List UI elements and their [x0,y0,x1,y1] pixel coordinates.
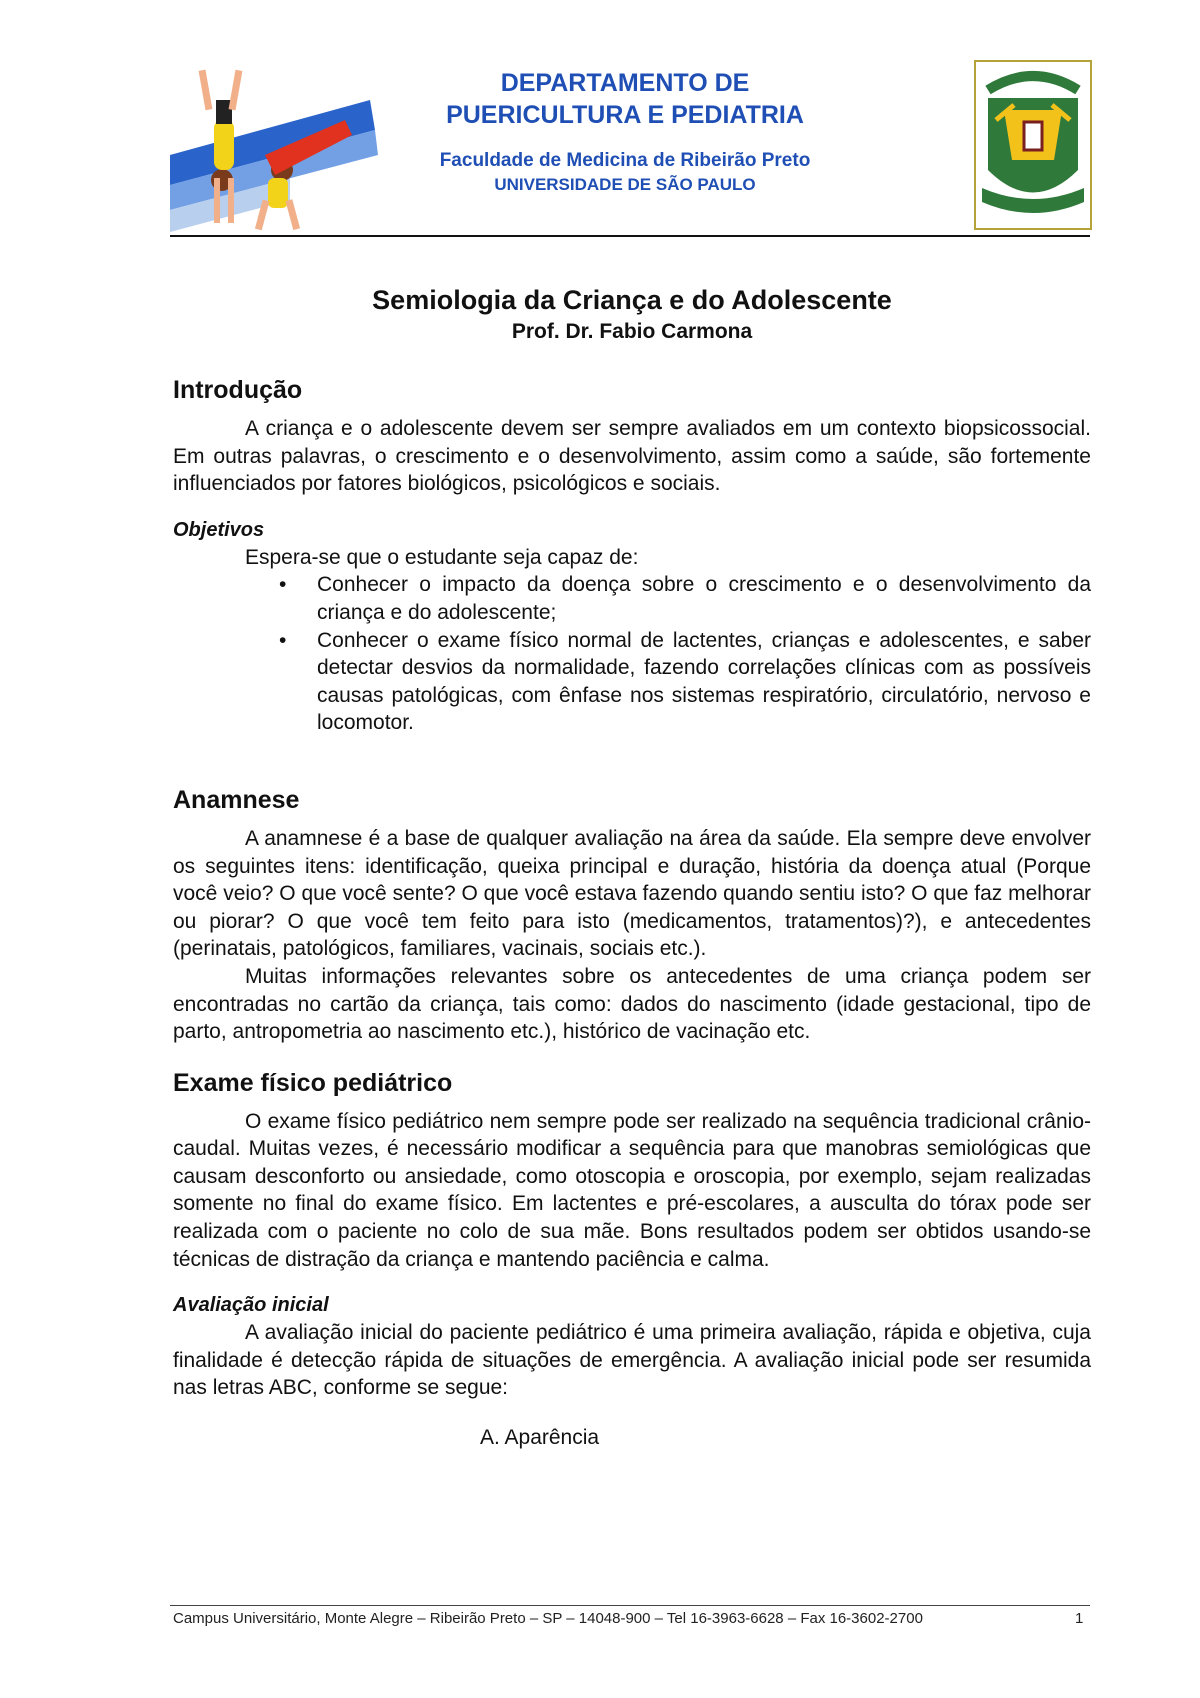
page-header [170,55,1090,235]
objectives-lead: Espera-se que o estudante seja capaz de: [245,545,639,569]
list-item [279,571,1091,626]
avaliacao-paragraph: A avaliação inicial do paciente pediátrico é uma primeira avaliação, rápida e objetiva, cuja finalidade é detecção rápida de situações de emergência. A avaliação inicial pode ser resumida nas letras ABC, conforme se segue: [173,1321,1091,1400]
header-divider [170,235,1090,237]
author-name: Prof. Dr. Fabio Carmona [511,320,753,343]
footer-address: Campus Universitário, Monte Alegre – Ribeirão Preto – SP – 14048-900 – Tel 16-3963-6628 – Fax 16-3602-2700 [173,1610,923,1627]
department-line-2: PUERICULTURA E PEDIATRIA [446,101,804,129]
university-name: UNIVERSIDADE DE SÃO PAULO [494,175,756,194]
objectives-list [173,571,1091,737]
footer-divider [170,1605,1090,1606]
department-line-1: DEPARTAMENTO DE [500,69,750,97]
abc-item-a: A. Aparência [480,1426,600,1450]
anamnese-heading: Anamnese [173,785,300,814]
list-item [279,627,1091,737]
anamnese-paragraph-1: A anamnese é a base de qualquer avaliação na área da saúde. Ela sempre deve envolver os seguintes itens: identificação, queixa principal e duração, história da doença atual (Porque você veio? O que você sente? O que você estava fazendo quando sentiu isto? O que faz melhorar ou piorar? O que você tem feito para isto (medicamentos, tratamentos)?), e antecedentes (perinatais, patológicos, familiares, vacinais, sociais etc.). [173,826,1091,961]
document-body [173,283,1091,1452]
objectives-heading: Objetivos [173,518,265,541]
objective-text: Conhecer o impacto da doença sobre o crescimento e o desenvolvimento da criança e do adolescente; [317,573,1091,624]
page-number: 1 [1075,1610,1084,1627]
anamnese-paragraph-2: Muitas informações relevantes sobre os antecedentes de uma criança podem ser encontradas no cartão da criança, tais como: dados do nascimento (idade gestacional, tipo de parto, antropometria ao nascimento etc.), histórico de vacinação etc. [173,964,1091,1044]
objective-text: Conhecer o exame físico normal de lactentes, crianças e adolescentes, e saber detectar desvios da normalidade, fazendo correlações clínicas com as possíveis causas patológicas, com ênfase nos sistemas respiratório, circulatório, nervoso e locomotor. [317,628,1091,735]
faculty-crest-icon [974,60,1092,230]
bullet-icon: • [279,573,287,597]
intro-heading: Introdução [173,376,303,404]
bullet-icon: • [279,628,287,652]
intro-paragraph: A criança e o adolescente devem ser sempre avaliados em um contexto biopsicossocial. Em outras palavras, o crescimento e o desenvolvimento, assim como a saúde, são fortemente influenciados por fatores biológicos, psicológicos e sociais. [173,417,1091,496]
children-gymnastics-logo-icon [170,60,380,235]
exame-heading: Exame físico pediátrico [173,1068,453,1097]
page-title: Semiologia da Criança e do Adolescente [372,285,892,315]
header-titles [400,67,850,197]
faculty-name: Faculdade de Medicina de Ribeirão Preto [439,150,811,171]
avaliacao-heading: Avaliação inicial [173,1294,329,1317]
exame-paragraph: O exame físico pediátrico nem sempre pode ser realizado na sequência tradicional crânio-caudal. Muitas vezes, é necessário modificar a sequência para que manobras semiológicas que causam desconforto ou ansiedade, como otoscopia e oroscopia, por exemplo, sejam realizadas somente no final do exame físico. Em lactentes e pré-escolares, a ausculta do tórax pode ser realizada com o paciente no colo de sua mãe. Bons resultados podem ser obtidos usando-se técnicas de distração da criança e mantendo paciência e calma. [173,1109,1091,1271]
